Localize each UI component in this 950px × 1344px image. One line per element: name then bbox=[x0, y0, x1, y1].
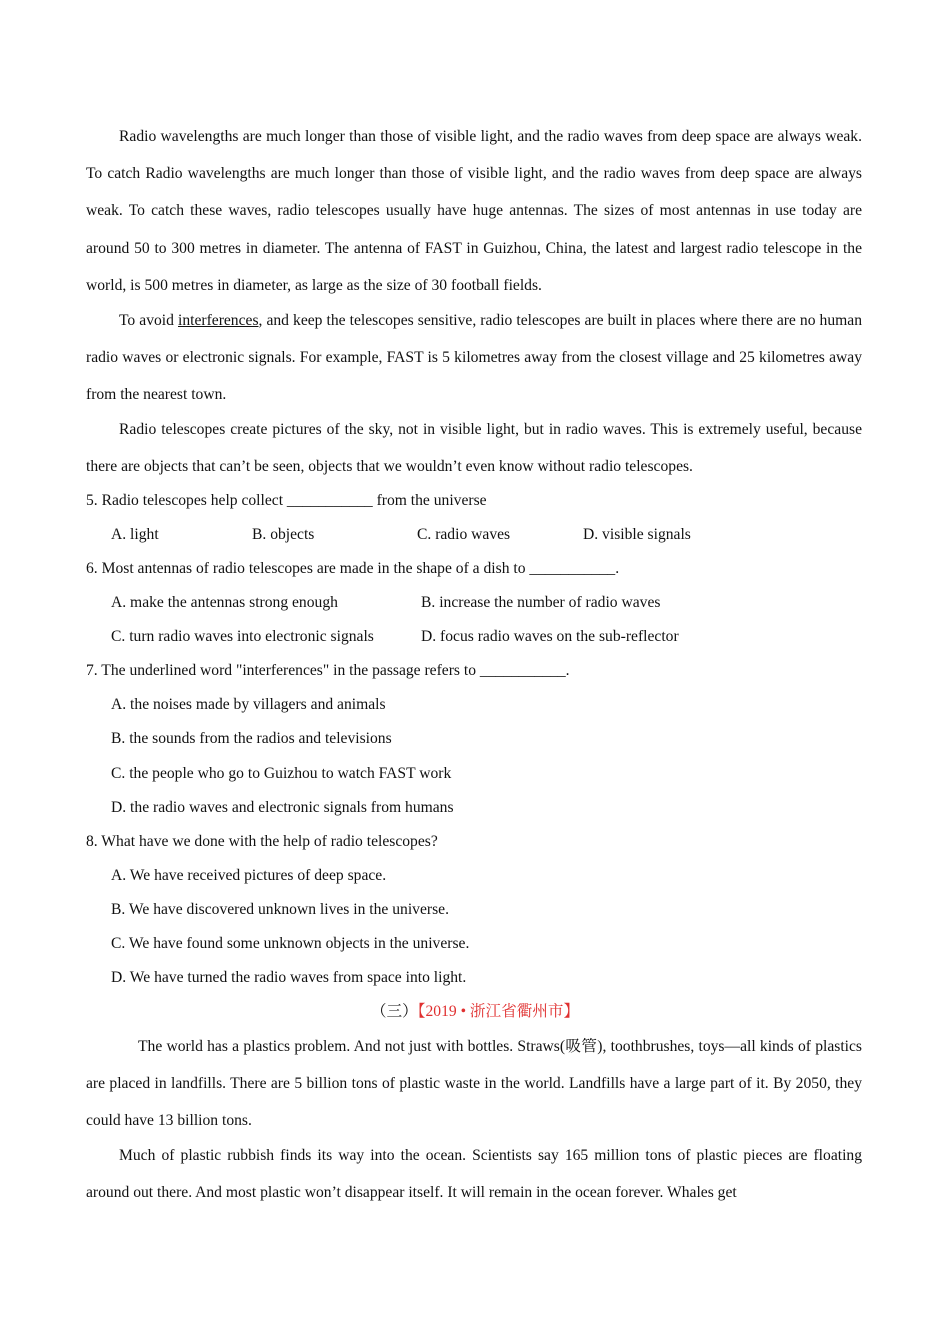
q8-option-c: C. We have found some unknown objects in the universe. bbox=[111, 935, 470, 952]
question-6: 6. Most antennas of radio telescopes are made in the shape of a dish to ___________. bbox=[86, 560, 620, 577]
passage3-paragraph-1: The world has a plastics problem. And not just with bottles. Straws(吸管), toothbrushes, toys—all kinds of plastics are placed in landfills. There are 5 billion tons of plastic waste in the world. Landfills have a large part of it. By 2050, they could have 13 billion tons. bbox=[86, 1038, 862, 1130]
q8-option-a: A. We have received pictures of deep space. bbox=[111, 867, 387, 884]
q8-option-d: D. We have turned the radio waves from space into light. bbox=[111, 969, 467, 986]
underlined-word: interferences bbox=[178, 312, 259, 329]
q6-option-b: B. increase the number of radio waves bbox=[421, 594, 661, 611]
question-8: 8. What have we done with the help of radio telescopes? bbox=[86, 833, 438, 850]
q6-option-c: C. turn radio waves into electronic signals bbox=[111, 628, 374, 645]
passage-paragraph-2: To avoid interferences, and keep the telescopes sensitive, radio telescopes are built in places where there are no human radio waves or electronic signals. For example, FAST is 5 kilometres away from the closest village and 25 kilometres away from the nearest town. bbox=[86, 312, 862, 404]
passage-paragraph-1: Radio wavelengths are much longer than those of visible light, and the radio waves from deep space are always weak. To catch Radio wavelengths are much longer than those of visible light, and the radio waves from deep space are always weak. To catch these waves, radio telescopes usually have huge antennas. The sizes of most antennas in use today are around 50 to 300 metres in diameter. The antenna of FAST in Guizhou, China, the latest and largest radio telescope in the world, is 500 metres in diameter, as large as the size of 30 football fields. bbox=[86, 128, 862, 294]
q7-option-c: C. the people who go to Guizhou to watch FAST work bbox=[111, 765, 452, 782]
q8-option-b: B. We have discovered unknown lives in the universe. bbox=[111, 901, 449, 918]
q5-option-a: A. light bbox=[111, 526, 159, 543]
section-number: （三） bbox=[370, 1003, 418, 1020]
q6-option-a: A. make the antennas strong enough bbox=[111, 594, 338, 611]
q7-option-a: A. the noises made by villagers and animals bbox=[111, 696, 386, 713]
passage3-paragraph-2: Much of plastic rubbish finds its way into the ocean. Scientists say 165 million tons of plastic pieces are floating around out there. And most plastic won’t disappear itself. It will remain in the ocean forever. Whales get bbox=[86, 1147, 862, 1202]
q5-option-c: C. radio waves bbox=[417, 526, 511, 543]
q6-option-d: D. focus radio waves on the sub-reflector bbox=[421, 628, 679, 645]
question-7: 7. The underlined word "interferences" in the passage refers to ___________. bbox=[86, 662, 570, 679]
source-label: 【2019 • 浙江省衢州市】 bbox=[417, 1003, 580, 1020]
question-5: 5. Radio telescopes help collect ___________ from the universe bbox=[86, 492, 487, 509]
q7-option-b: B. the sounds from the radios and televisions bbox=[111, 730, 392, 747]
q7-option-d: D. the radio waves and electronic signals from humans bbox=[111, 799, 454, 816]
q5-option-d: D. visible signals bbox=[583, 526, 691, 543]
passage-paragraph-3: Radio telescopes create pictures of the sky, not in visible light, but in radio waves. This is extremely useful, because there are objects that can’t be seen, objects that we wouldn’t even know without radio telescopes. bbox=[86, 421, 862, 476]
section-heading bbox=[0, 1002, 950, 1022]
q5-option-b: B. objects bbox=[252, 526, 315, 543]
